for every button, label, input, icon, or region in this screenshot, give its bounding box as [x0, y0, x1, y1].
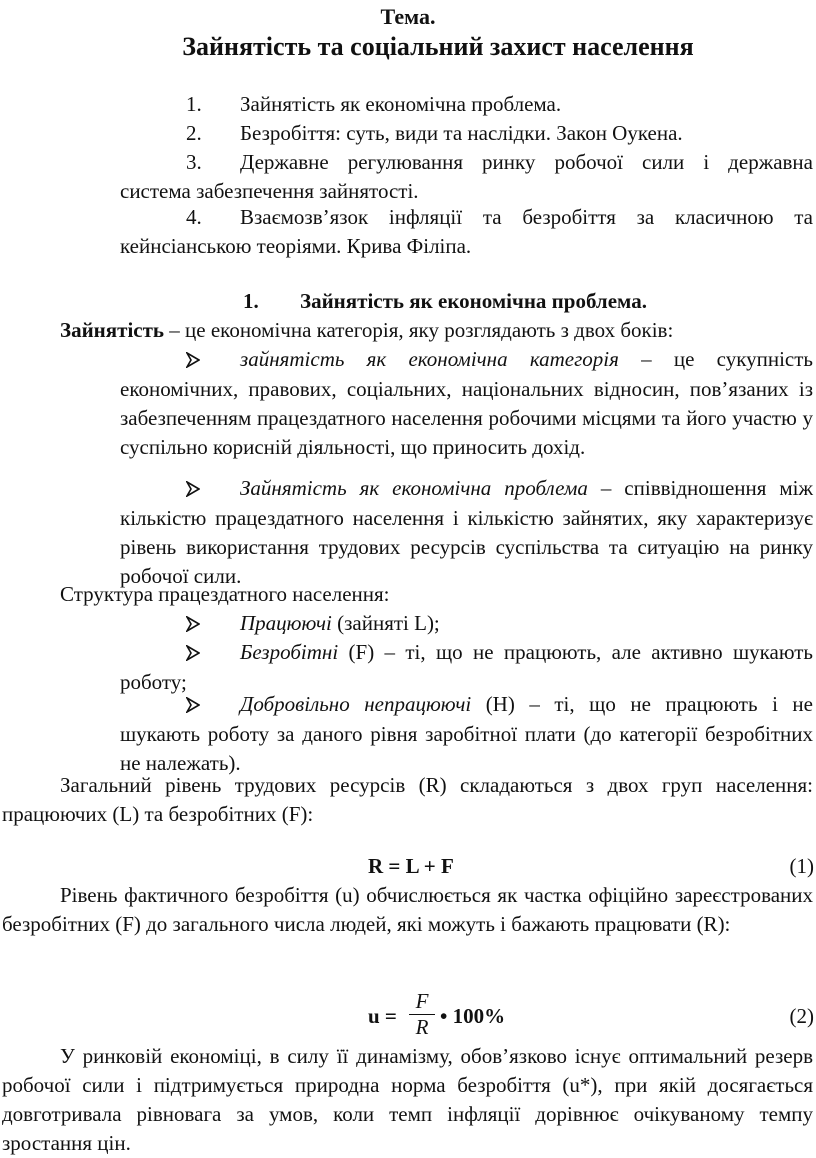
structure-term: Працюючі	[240, 611, 332, 635]
formula-1-expression: R = L + F	[368, 854, 454, 878]
arrowhead-bullet-icon	[186, 639, 240, 668]
formula-2-rhs: • 100%	[440, 1004, 506, 1028]
page-title: Зайнятість та соціальний захист населення	[182, 32, 694, 61]
outline-text-continued: система забезпечення зайнятості.	[120, 179, 419, 203]
structure-item	[120, 638, 813, 697]
bullet-text: – це сукупність економічних, правових, соціальних, національних відносин, пов’язаних із забезпеченням працездатного населення робочими місцями та його участю у суспільно корисній діяльності, що приносить дохід.	[120, 347, 813, 459]
bullet-text: – співвідношення між кількістю працездатного населення і кількістю зайнятих, яку характеризує рівень використання трудових ресурсів суспільства та ситуацію на ринку робочої сили.	[120, 476, 813, 588]
bullet-term: зайнятість як економічна категорія	[240, 347, 619, 371]
definition-intro	[60, 316, 813, 345]
paragraph-natural-rate: У ринковій економіці, в силу її динамізму, обов’язково існує оптимальний резерв робочої сили і підтримується природна норма безробіття (u*), при якій досягається довготривала рівновага за умов, коли темп інфляції дорівнює очікуваному темпу зростання цін.	[2, 1044, 813, 1155]
arrowhead-bullet-icon	[186, 475, 240, 504]
structure-text: (зайняті L);	[331, 611, 440, 635]
structure-text: (H) – ті, що не працюють і не шукають роботу за даного рівня заробітної плати (до категорії безробітних не належать).	[120, 692, 813, 775]
topic-label: Тема.	[380, 4, 436, 29]
structure-term: Добровільно непрацюючі	[240, 692, 472, 716]
arrowhead-bullet-icon	[186, 346, 240, 375]
structure-text: (F) – ті, що не працюють, але активно шукають роботу;	[120, 640, 813, 694]
definition-term: Зайнятість	[60, 318, 165, 342]
outline-text: Державне регулювання ринку робочої сили і державна	[240, 150, 813, 174]
bullet-term: Зайнятість як економічна проблема	[240, 476, 588, 500]
definition-text: – це економічна категорія, яку розглядають з двох боків:	[164, 318, 674, 342]
outline-text-continued: кейнсіанською теоріями. Крива Філіпа.	[120, 234, 472, 258]
arrowhead-bullet-icon	[186, 691, 240, 720]
section-title: Зайнятість як економічна проблема.	[300, 289, 647, 313]
formula-2-lhs: u =	[368, 1004, 397, 1028]
outline-text: Безробіття: суть, види та наслідки. Закон Оукена.	[240, 121, 683, 145]
outline-number: 1.	[186, 92, 202, 116]
fraction-denominator: R	[415, 1015, 429, 1039]
bullet-item	[120, 474, 813, 591]
outline-number: 4.	[186, 205, 202, 229]
formula-2-number: (2)	[789, 1004, 814, 1028]
paragraph-resources: Загальний рівень трудових ресурсів (R) складаються з двох груп населення: працюючих (L) та безробітних (F):	[2, 773, 813, 826]
structure-item	[120, 690, 813, 778]
structure-item	[120, 609, 813, 639]
outline-text: Взаємозв’язок інфляції та безробіття за класичною та	[240, 205, 813, 229]
paragraph-unemployment-rate: Рівень фактичного безробіття (u) обчислюється як частка офіційно зареєстрованих безробітних (F) до загального числа людей, які можуть і бажають працювати (R):	[2, 883, 813, 936]
arrowhead-bullet-icon	[186, 610, 240, 639]
bullet-item	[120, 345, 813, 462]
formula-1-number: (1)	[789, 854, 814, 878]
outline-text: Зайнятість як економічна проблема.	[240, 92, 562, 116]
structure-title: Структура працездатного населення:	[60, 582, 390, 606]
section-number: 1.	[243, 289, 259, 313]
outline-number: 3.	[186, 150, 202, 174]
formula-2-fraction	[409, 989, 435, 1039]
formula-2	[0, 989, 816, 1041]
outline-number: 2.	[186, 121, 202, 145]
fraction-numerator: F	[415, 989, 429, 1013]
structure-term: Безробітні	[240, 640, 339, 664]
